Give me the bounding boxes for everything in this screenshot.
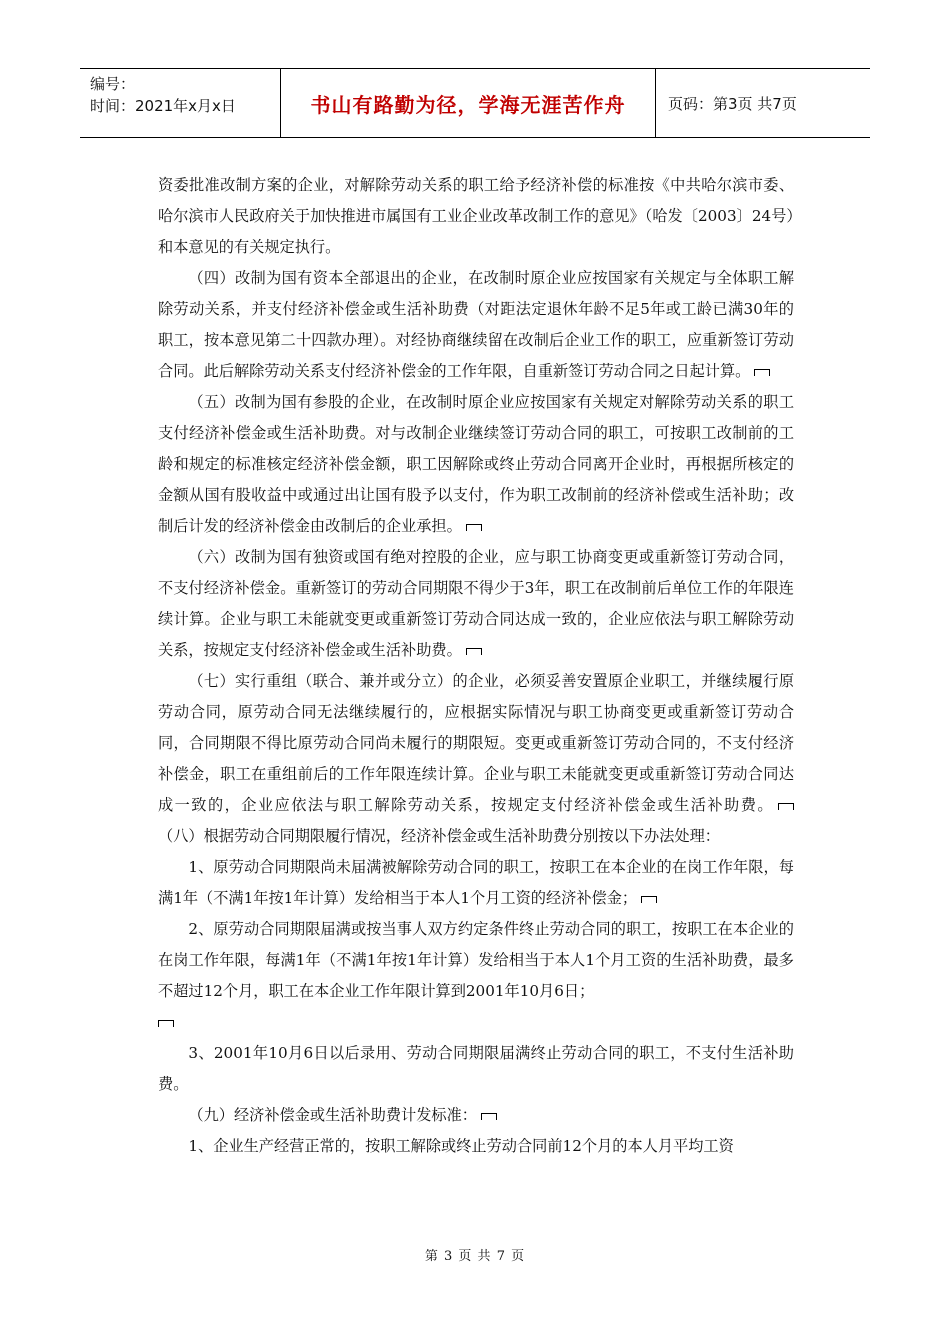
paragraph: 资委批准改制方案的企业，对解除劳动关系的职工给予经济补偿的标准按《中共哈尔滨市委、哈尔滨市人民政府关于加快推进市属国有工业企业改革改制工作的意见》（哈发〔2003〕24号）和本意见的有关规定执行。 bbox=[158, 176, 794, 256]
document-number-label: 编号： bbox=[90, 75, 136, 93]
paragraph-mark-icon bbox=[466, 648, 482, 655]
paragraph: （五）改制为国有参股的企业，在改制时原企业应按国家有关规定对解除劳动关系的职工支付经济补偿金或生活补助费。对与改制企业继续签订劳动合同的职工，可按职工改制前的工龄和规定的标准核定经济补偿金额，职工因解除或终止劳动合同离开企业时，再根据所核定的金额从国有股收益中或通过出让国有股予以支付，作为职工改制前的经济补偿或生活补助；改制后计发的经济补偿金由改制后的企业承担。 bbox=[158, 393, 794, 535]
paragraph: （七）实行重组（联合、兼并或分立）的企业，必须妥善安置原企业职工，并继续履行原劳动合同，原劳动合同无法继续履行的，应根据实际情况与职工协商变更或重新签订劳动合同，合同期限不得比原劳动合同尚未履行的期限短。变更或重新签订劳动合同的，不支付经济补偿金，职工在重组前后的工作年限连续计算。企业与职工未能就变更或重新签订劳动合同达成一致的，企业应依法与职工解除劳动关系，按规定支付经济补偿金或生活补助费。 （八）根据劳动合同期限履行情况，经济补偿金或生活补助费分别按以下办法处理： bbox=[158, 672, 794, 845]
paragraph-mark-icon bbox=[778, 803, 794, 810]
header-motto: 书山有路勤为径，学海无涯苦作舟 bbox=[281, 69, 656, 137]
paragraph: （六）改制为国有独资或国有绝对控股的企业，应与职工协商变更或重新签订劳动合同，不支付经济补偿金。重新签订的劳动合同期限不得少于3年，职工在改制前后单位工作的年限连续计算。企业与职工未能就变更或重新签订劳动合同达成一致的，企业应依法与职工解除劳动关系，按规定支付经济补偿金或生活补助费。 bbox=[158, 548, 794, 659]
header-page-number: 页码：第3页 共7页 bbox=[668, 94, 797, 113]
paragraph: 2、原劳动合同期限届满或按当事人双方约定条件终止劳动合同的职工，按职工在本企业的在岗工作年限，每满1年（不满1年按1年计算）发给相当于本人1个月工资的生活补助费，最多不超过12个月，职工在本企业工作年限计算到2001年10月6日； bbox=[158, 914, 794, 1038]
paragraph: 1、企业生产经营正常的，按职工解除或终止劳动合同前12个月的本人月平均工资 bbox=[188, 1137, 734, 1155]
paragraph-mark-icon bbox=[158, 1020, 174, 1027]
paragraph: （四）改制为国有资本全部退出的企业，在改制时原企业应按国家有关规定与全体职工解除劳动关系，并支付经济补偿金或生活补助费（对距法定退休年龄不足5年或工龄已满30年的职工，按本意见第二十四款办理）。对经协商继续留在改制后企业工作的职工，应重新签订劳动合同。此后解除劳动关系支付经济补偿金的工作年限，自重新签订劳动合同之日起计算。 bbox=[158, 269, 794, 380]
paragraph-mark-icon bbox=[641, 896, 657, 903]
paragraph-mark-icon bbox=[466, 524, 482, 531]
page-header bbox=[80, 68, 870, 138]
paragraph: （九）经济补偿金或生活补助费计发标准： bbox=[158, 1100, 794, 1131]
document-body bbox=[158, 170, 794, 1162]
header-meta bbox=[80, 69, 281, 137]
paragraph: 3、2001年10月6日以后录用、劳动合同期限届满终止劳动合同的职工，不支付生活补助费。 bbox=[158, 1044, 794, 1093]
paragraph-mark-icon bbox=[754, 369, 770, 376]
document-time-label: 时间：2021年x月x日 bbox=[90, 97, 236, 115]
paragraph-mark-icon bbox=[481, 1113, 497, 1120]
page-footer: 第 3 页 共 7 页 bbox=[424, 1249, 526, 1264]
paragraph: 1、原劳动合同期限尚未届满被解除劳动合同的职工，按职工在本企业的在岗工作年限，每满1年（不满1年按1年计算）发给相当于本人1个月工资的经济补偿金； bbox=[158, 858, 794, 907]
